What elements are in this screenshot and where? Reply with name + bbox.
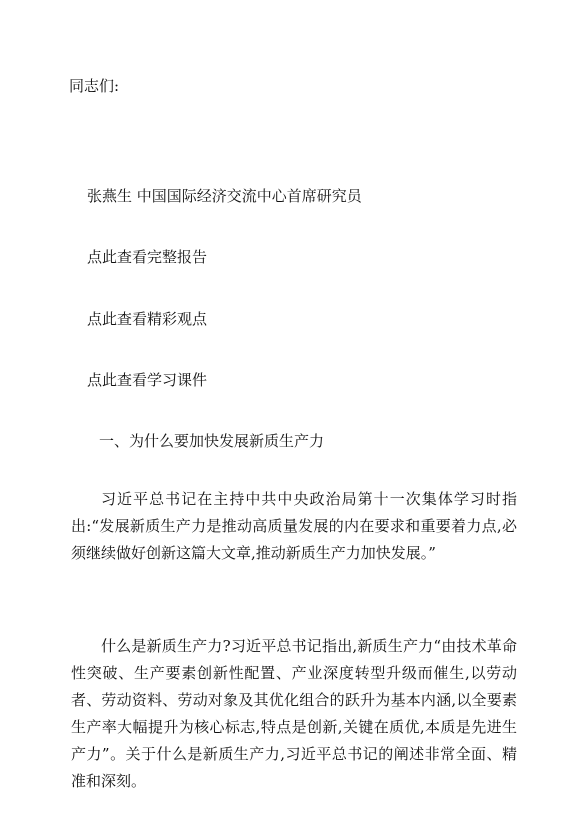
link-courseware[interactable]: 点此查看学习课件 xyxy=(87,371,208,389)
section-heading: 一、为什么要加快发展新质生产力 xyxy=(99,432,325,450)
link-full-report[interactable]: 点此查看完整报告 xyxy=(87,248,208,266)
body-paragraph: 什么是新质生产力?习近平总书记指出,新质生产力“由技术革命性突破、生产要素创新性配置、产业深度转型升级而催生,以劳动者、劳动资料、劳动对象及其优化组合的跃升为基本内涵,以全要素生产率大幅提升为核心标志,特点是创新,关键在质优,本质是先进生产力”。关于什么是新质生产力,习近平总书记的阐述非常全面、精准和深刻。 xyxy=(71,637,517,790)
author-line: 张燕生 中国国际经济交流中心首席研究员 xyxy=(87,187,362,205)
link-highlights[interactable]: 点此查看精彩观点 xyxy=(87,310,208,328)
salutation: 同志们: xyxy=(69,77,120,95)
body-paragraph: 习近平总书记在主持中共中央政治局第十一次集体学习时指出:“发展新质生产力是推动高质量发展的内在要求和重要着力点,必须继续做好创新这篇大文章,推动新质生产力加快发展。” xyxy=(71,490,517,562)
